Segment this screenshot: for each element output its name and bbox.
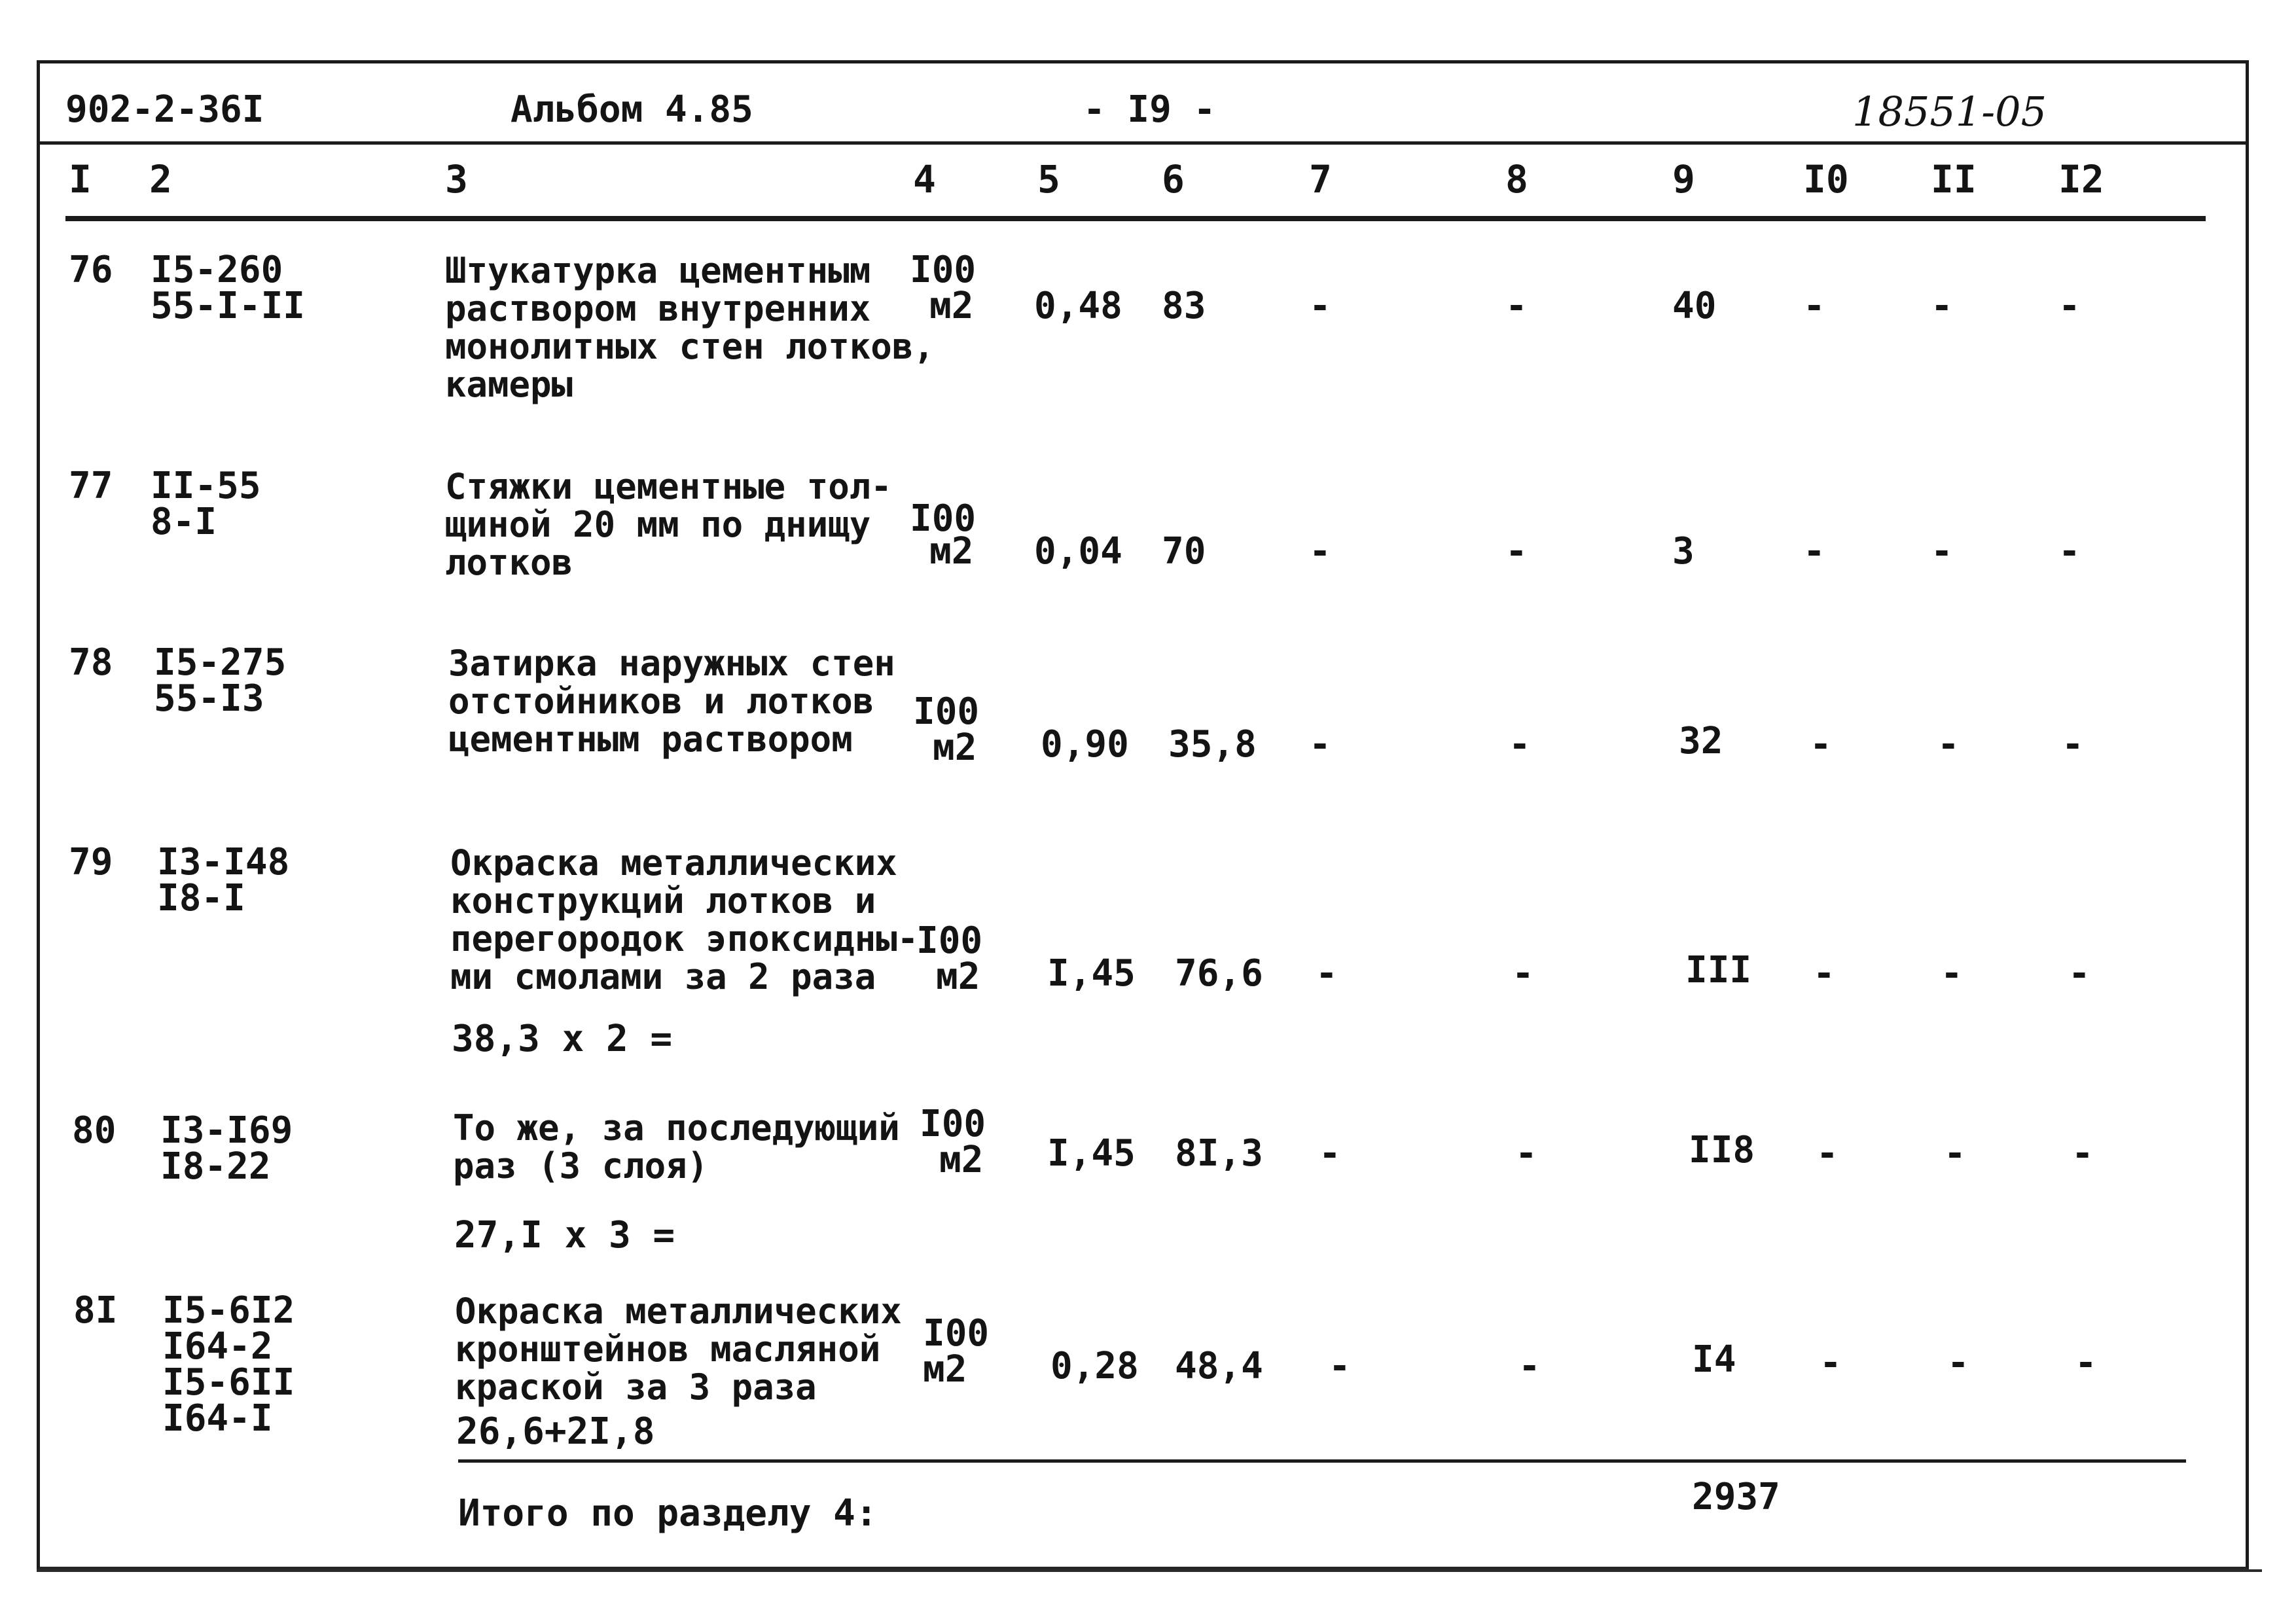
code-line: I5-6I2 [162, 1289, 295, 1332]
row-number: 80 [72, 1109, 117, 1152]
unit-measure: м2 [929, 285, 974, 327]
description-line: Штукатурка цементным [445, 250, 871, 291]
value-col10: - [1820, 1342, 1842, 1384]
value-col6: 48,4 [1175, 1345, 1263, 1387]
description-line: раз (3 слоя) [453, 1145, 709, 1186]
header-divider [37, 141, 2249, 145]
page-frame [37, 60, 2249, 1569]
description-line: отстойников и лотков [448, 681, 874, 722]
code-line: I5-260 [151, 249, 283, 291]
value-col7: - [1319, 1132, 1341, 1175]
value-col12: - [2068, 952, 2090, 995]
unit-measure: м2 [933, 726, 977, 769]
description-line: раствором внутренних [445, 288, 871, 329]
value-col8: - [1518, 1345, 1541, 1387]
total-value: 2937 [1692, 1476, 1780, 1518]
value-col11: - [1947, 1342, 1969, 1384]
value-col9: III [1685, 949, 1752, 991]
code-line: I8-I [157, 877, 245, 919]
description-line: перегородок эпоксидны- [450, 918, 919, 959]
value-col12: - [2058, 285, 2081, 327]
quantity: 0,04 [1034, 530, 1122, 573]
value-col8: - [1509, 723, 1531, 766]
description-line: Окраска металлических [455, 1291, 902, 1332]
code-line: I3-I69 [160, 1109, 293, 1152]
value-col10: - [1803, 530, 1825, 573]
value-col12: - [2058, 530, 2081, 573]
code-line: I64-I [162, 1397, 273, 1440]
description-line: кронштейнов масляной [455, 1329, 881, 1370]
value-col9: 40 [1672, 285, 1717, 327]
row-number: 77 [69, 465, 113, 507]
value-col11: - [1931, 530, 1953, 573]
album-label: Альбом 4.85 [511, 88, 753, 131]
value-col9: 3 [1672, 530, 1695, 573]
code-line: I3-I48 [157, 841, 290, 883]
page-frame-bottom [37, 1569, 2262, 1572]
value-col10: - [1803, 285, 1825, 327]
description-line: цементным раствором [448, 719, 853, 760]
code-line: 8-I [151, 501, 217, 543]
col-header-6: 6 [1162, 157, 1185, 202]
description-line: лотков [445, 542, 573, 583]
value-col11: - [1944, 1132, 1966, 1175]
unit-amount: I00 [920, 1103, 986, 1145]
description-line: ми смолами за 2 раза [450, 956, 876, 997]
row-number: 78 [69, 641, 113, 684]
value-col10: - [1810, 723, 1832, 766]
calculation: 26,6+2I,8 [456, 1410, 655, 1453]
description-line: щиной 20 мм по днищу [445, 504, 871, 545]
code-line: II-55 [151, 465, 261, 507]
value-col8: - [1515, 1132, 1537, 1175]
col-header-3: 3 [445, 157, 468, 202]
page-number: - I9 - [1083, 88, 1216, 131]
col-header-9: 9 [1672, 157, 1695, 202]
value-col10: - [1813, 952, 1835, 995]
code-line: 55-I-II [151, 285, 306, 327]
col-header-1: I [69, 157, 92, 202]
inventory-number: 18551-05 [1852, 88, 2047, 135]
col-header-2: 2 [149, 157, 172, 202]
unit-measure: м2 [936, 955, 980, 998]
value-col12: - [2062, 723, 2084, 766]
col-header-12: I2 [2058, 157, 2104, 202]
value-col7: - [1309, 723, 1331, 766]
value-col12: - [2075, 1342, 2097, 1384]
row-number: 8I [73, 1289, 118, 1332]
value-col8: - [1505, 285, 1528, 327]
value-col9: II8 [1689, 1129, 1755, 1171]
description-line: Стяжки цементные тол- [445, 466, 892, 507]
unit-measure: м2 [923, 1348, 967, 1391]
description-line: конструкций лотков и [450, 880, 876, 921]
value-col6: 8I,3 [1175, 1132, 1263, 1175]
value-col11: - [1931, 285, 1953, 327]
unit-amount: I00 [910, 249, 977, 291]
unit-measure: м2 [929, 530, 974, 573]
row-number: 76 [69, 249, 113, 291]
unit-amount: I00 [916, 919, 983, 962]
value-col8: - [1505, 530, 1528, 573]
total-label: Итого по разделу 4: [458, 1492, 878, 1535]
total-divider [458, 1459, 2186, 1463]
description-line: краской за 3 раза [455, 1366, 817, 1408]
value-col11: - [1937, 723, 1960, 766]
description-line: монолитных стен лотков, [445, 326, 935, 367]
value-col7: - [1309, 530, 1331, 573]
code-line: I64-2 [162, 1325, 273, 1368]
code-line: I5-275 [154, 641, 287, 684]
value-col7: - [1316, 952, 1338, 995]
quantity: 0,28 [1050, 1345, 1139, 1387]
value-col7: - [1329, 1345, 1351, 1387]
value-col7: - [1309, 285, 1331, 327]
col-header-5: 5 [1037, 157, 1060, 202]
quantity: I,45 [1047, 1132, 1136, 1175]
col-header-4: 4 [913, 157, 936, 202]
value-col6: 83 [1162, 285, 1206, 327]
value-col9: I4 [1692, 1338, 1736, 1381]
value-col8: - [1512, 952, 1534, 995]
value-col6: 35,8 [1168, 723, 1257, 766]
col-header-10: I0 [1803, 157, 1849, 202]
value-col6: 70 [1162, 530, 1206, 573]
value-col6: 76,6 [1175, 952, 1263, 995]
col-header-8: 8 [1505, 157, 1528, 202]
row-number: 79 [69, 841, 113, 883]
calculation: 27,I x 3 = [454, 1214, 675, 1257]
col-header-7: 7 [1309, 157, 1332, 202]
code-line: I8-22 [160, 1145, 271, 1188]
quantity: I,45 [1047, 952, 1136, 995]
unit-measure: м2 [939, 1139, 984, 1181]
quantity: 0,90 [1041, 723, 1129, 766]
description-line: камеры [445, 364, 573, 405]
calculation: 38,3 x 2 = [452, 1018, 673, 1060]
column-header-divider [65, 216, 2206, 221]
description-line: Окраска металлических [450, 842, 897, 883]
unit-amount: I00 [913, 690, 980, 733]
value-col12: - [2072, 1132, 2094, 1175]
description-line: То же, за последующий [453, 1107, 900, 1149]
code-line: I5-6II [162, 1361, 295, 1404]
code-line: 55-I3 [154, 677, 264, 720]
document-code: 902-2-36I [65, 88, 264, 131]
unit-amount: I00 [923, 1312, 990, 1355]
description-line: Затирка наружных стен [448, 643, 895, 684]
value-col10: - [1816, 1132, 1839, 1175]
unit-amount: I00 [910, 497, 977, 540]
quantity: 0,48 [1034, 285, 1122, 327]
col-header-11: II [1931, 157, 1977, 202]
value-col11: - [1941, 952, 1963, 995]
value-col9: 32 [1679, 720, 1723, 762]
